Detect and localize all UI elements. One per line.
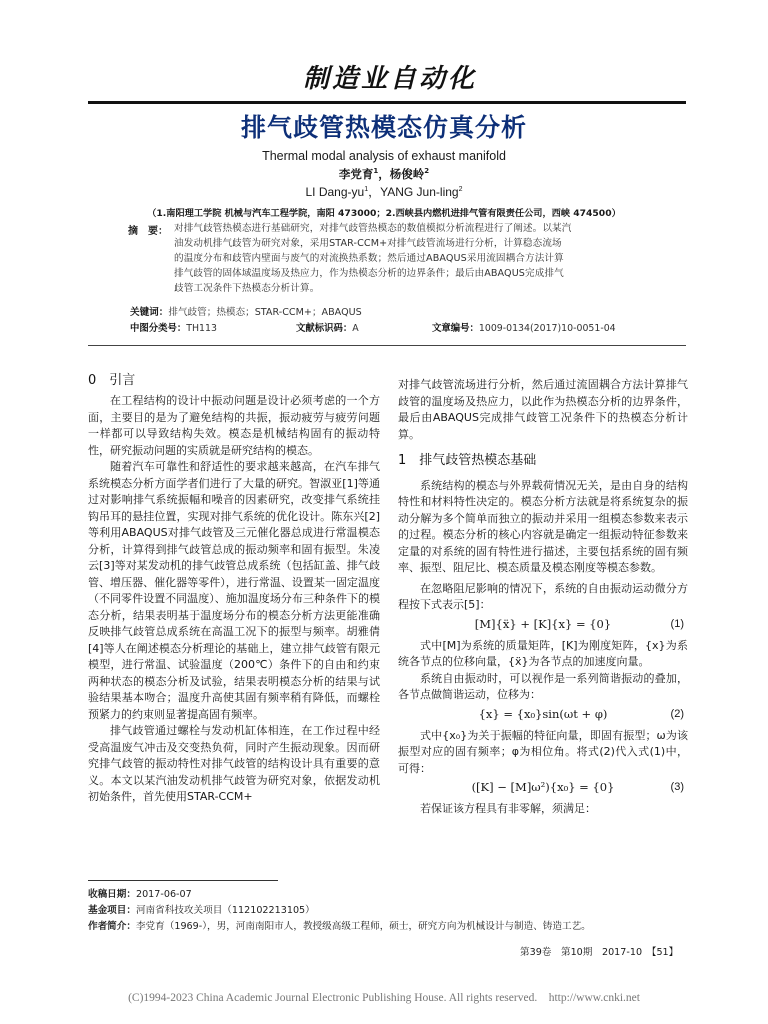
fund-value: 河南省科技攻关项目（112102213105） <box>135 905 315 916</box>
intro-paragraph-1: 在工程结构的设计中振动问题是设计必须考虑的一个方面，主要目的是为了避免结构的共振，振动疲劳与疲劳问题一样都可以导致结构失效。模态是机械结构固有的振动特性，研究振动问题的实质就是研究结构的模态。 <box>88 394 380 457</box>
equation-3-expr: ([K] − [M]ω²){x₀} = {0} <box>471 780 615 794</box>
author-2-en: YANG Jun-ling <box>380 185 459 199</box>
equation-3-number: (3) <box>670 781 684 793</box>
author-sep-en: ， <box>368 185 381 199</box>
clc-number <box>130 320 217 334</box>
abstract-line: 油发动机排气歧管为研究对象，采用STAR-CCM+对排气歧管流场进行分析，计算稳态流场 <box>174 237 562 249</box>
received-date <box>88 886 192 900</box>
equation-3 <box>398 779 688 801</box>
author-bio <box>88 918 698 932</box>
paper-title-en: Thermal modal analysis of exhaust manifold <box>262 149 506 163</box>
paper-title-cn: 排气歧管热模态仿真分析 <box>240 113 527 142</box>
fund-project <box>88 902 315 916</box>
affiliation: （1.南阳理工学院 机械与汽车工程学院，南阳 473000；2.西峡县内燃机进排气管有限责任公司，西峡 474500） <box>147 208 621 219</box>
article-label: 文章编号： <box>432 323 479 334</box>
keywords <box>130 304 362 318</box>
copyright-watermark: (C)1994-2023 China Academic Journal Electronic Publishing House. All rights reserved. http://www.cnki.net <box>128 992 640 1004</box>
abstract-text <box>174 222 652 297</box>
section-1-paragraph-1: 系统结构的模态与外界载荷情况无关，是由自身的结构特性和材料特性决定的。模态分析方法就是将系统复杂的振动分解为多个简单而独立的振动并采用一组模态参数来表示的过程。模态分析的核心内容就是确定一组振动特征参数来定量的对系统的固有特性进行描述，主要包括系统的固有频率、振型、阻尼比、模态质量及模态刚度等模态参数。 <box>398 478 688 574</box>
doc-value: A <box>352 323 359 334</box>
keywords-label: 关键词： <box>130 307 169 318</box>
section-1-paragraph-5: 式中{x₀}为关于振幅的特征向量，即固有振型；ω为该振型对应的固有频率；φ为相位角。将式(2)代入式(1)中，可得： <box>398 728 688 775</box>
intro-paragraph-2: 随着汽车可靠性和舒适性的要求越来越高，在汽车排气系统模态分析方面学者们进行了大量的研究。智淑亚[1]等通过对影响排气系统振幅和噪音的因素研究，改变排气系统挂钩吊耳的悬挂位置，实现对排气系统的优化设计。陈东兴[2]等利用ABAQUS对排气歧管及三元催化器总成进行常温模态分析，计算得到排气歧管总成的振动频率和固有振型。朱凌云[3]等对某发动机的排气歧管总成系统（包括缸盖、排气歧管、增压器、催化器等零件），进行常温、设置某一固定温度（不同零件设置不同温度）、施加温度场分布三种条件下的模态分析，结果表明基于温度场分布的模态分析方法更能准确反映排气歧管总成系统在高温工况下的振型与频率。胡雅倩[4]等人在阐述模态分析理论的基础上，建立排气歧管有限元模型，进行常温、试验温度（200℃）条件下的自由和约束两种状态的模态分析及试验，结果表明模态分析的结果与试验结果基本吻合；温度升高使其固有频率稍有降低，而螺栓预紧力的约束则显著提高固有频率。 <box>88 460 380 721</box>
page-footer: 第39卷 第10期 2017-10 【51】 <box>520 947 679 958</box>
equation-2-expr: {x} = {x₀}sin(ωt + φ) <box>478 706 608 721</box>
authors-cn <box>0 166 768 182</box>
author-bio-value: 李党育（1969-），男，河南南阳市人，教授级高级工程师，硕士，研究方向为机械设计与制造、铸造工艺。 <box>135 921 591 932</box>
clc-value: TH113 <box>186 323 217 334</box>
author-bio-label: 作者简介： <box>88 921 136 932</box>
received-label: 收稿日期： <box>88 889 136 900</box>
section-1-title: 1 排气歧管热模态基础 <box>398 453 537 468</box>
keywords-text: 排气歧管；热模态；STAR-CCM+；ABAQUS <box>168 307 362 318</box>
equation-2-number: (2) <box>670 707 684 720</box>
header-rule <box>88 101 686 104</box>
received-value: 2017-06-07 <box>135 889 192 900</box>
intro-continuation: 对排气歧管流场进行分析，然后通过流固耦合方法计算排气歧管的温度场及热应力，以此作为热模态分析的边界条件，最后由ABAQUS完成排气歧管工况条件下的热模态分析计算。 <box>398 378 688 441</box>
article-number <box>432 320 616 334</box>
footnote-rule <box>88 880 278 881</box>
author-2-en-sup: 2 <box>458 186 463 193</box>
author-2-cn: 杨俊岭 <box>389 167 425 181</box>
clc-label: 中图分类号： <box>130 323 187 334</box>
abstract-line: 排气歧管的固体域温度场及热应力，作为热模态分析的边界条件；最后由ABAQUS完成排气 <box>174 267 564 279</box>
equation-1-expr: [M]{ẍ} + [K]{x} = {0} <box>474 616 612 631</box>
author-sep-cn: ， <box>378 167 390 181</box>
section-1-paragraph-4: 系统自由振动时，可以视作是一系列简谐振动的叠加，各节点做简谐运动，位移为： <box>398 671 688 701</box>
author-1-en-sup: 1 <box>364 186 369 193</box>
authors-en <box>0 183 768 200</box>
author-1-cn: 李党育 <box>338 167 374 181</box>
equation-2 <box>398 706 688 728</box>
author-2-cn-sup: 2 <box>424 167 430 176</box>
abstract-line: 歧管工况条件下热模态分析计算。 <box>174 282 320 294</box>
left-column <box>88 393 380 806</box>
section-1-paragraph-6: 若保证该方程具有非零解，须满足： <box>420 802 596 815</box>
abstract-line: 的温度分布和歧管内壁面与废气的对流换热系数；然后通过ABAQUS采用流固耦合方法计算 <box>174 252 564 264</box>
section-1-paragraph-3: 式中[M]为系统的质量矩阵，[K]为刚度矩阵，{x}为系统各节点的位移向量，{ẍ}为各节点的加速度向量。 <box>398 638 688 668</box>
doc-label: 文献标识码： <box>296 323 353 334</box>
fund-label: 基金项目： <box>88 905 136 916</box>
document-code <box>296 320 359 334</box>
section-1-paragraph-2: 在忽略阻尼影响的情况下，系统的自由振动运动微分方程按下式表示[5]： <box>398 581 688 611</box>
intro-paragraph-3: 排气歧管通过螺栓与发动机缸体相连，在工作过程中经受高温废气冲击及交变热负荷，同时产生振动现象。因而研究排气歧管的振动特性对排气歧管的结构设计具有重要的意义。本文以某汽油发动机排气歧管为研究对象，依据发动机初始条件，首先使用STAR-CCM+ <box>88 724 380 803</box>
author-1-en: LI Dang-yu <box>305 185 365 199</box>
equation-1 <box>398 616 688 638</box>
equation-1-number: (1) <box>670 617 684 630</box>
author-1-cn-sup: 1 <box>373 167 379 176</box>
abstract-line: 对排气歧管热模态进行基础研究，对排气歧管热模态的数值模拟分析流程进行了阐述。以某汽 <box>174 223 572 234</box>
section-0-title: 0 引言 <box>88 373 136 388</box>
abstract-rule <box>88 345 686 346</box>
abstract-label: 摘 要： <box>128 226 168 237</box>
journal-logo: 制造业自动化 <box>302 64 477 94</box>
article-value: 1009-0134(2017)10-0051-04 <box>478 323 616 334</box>
right-column <box>398 377 688 818</box>
